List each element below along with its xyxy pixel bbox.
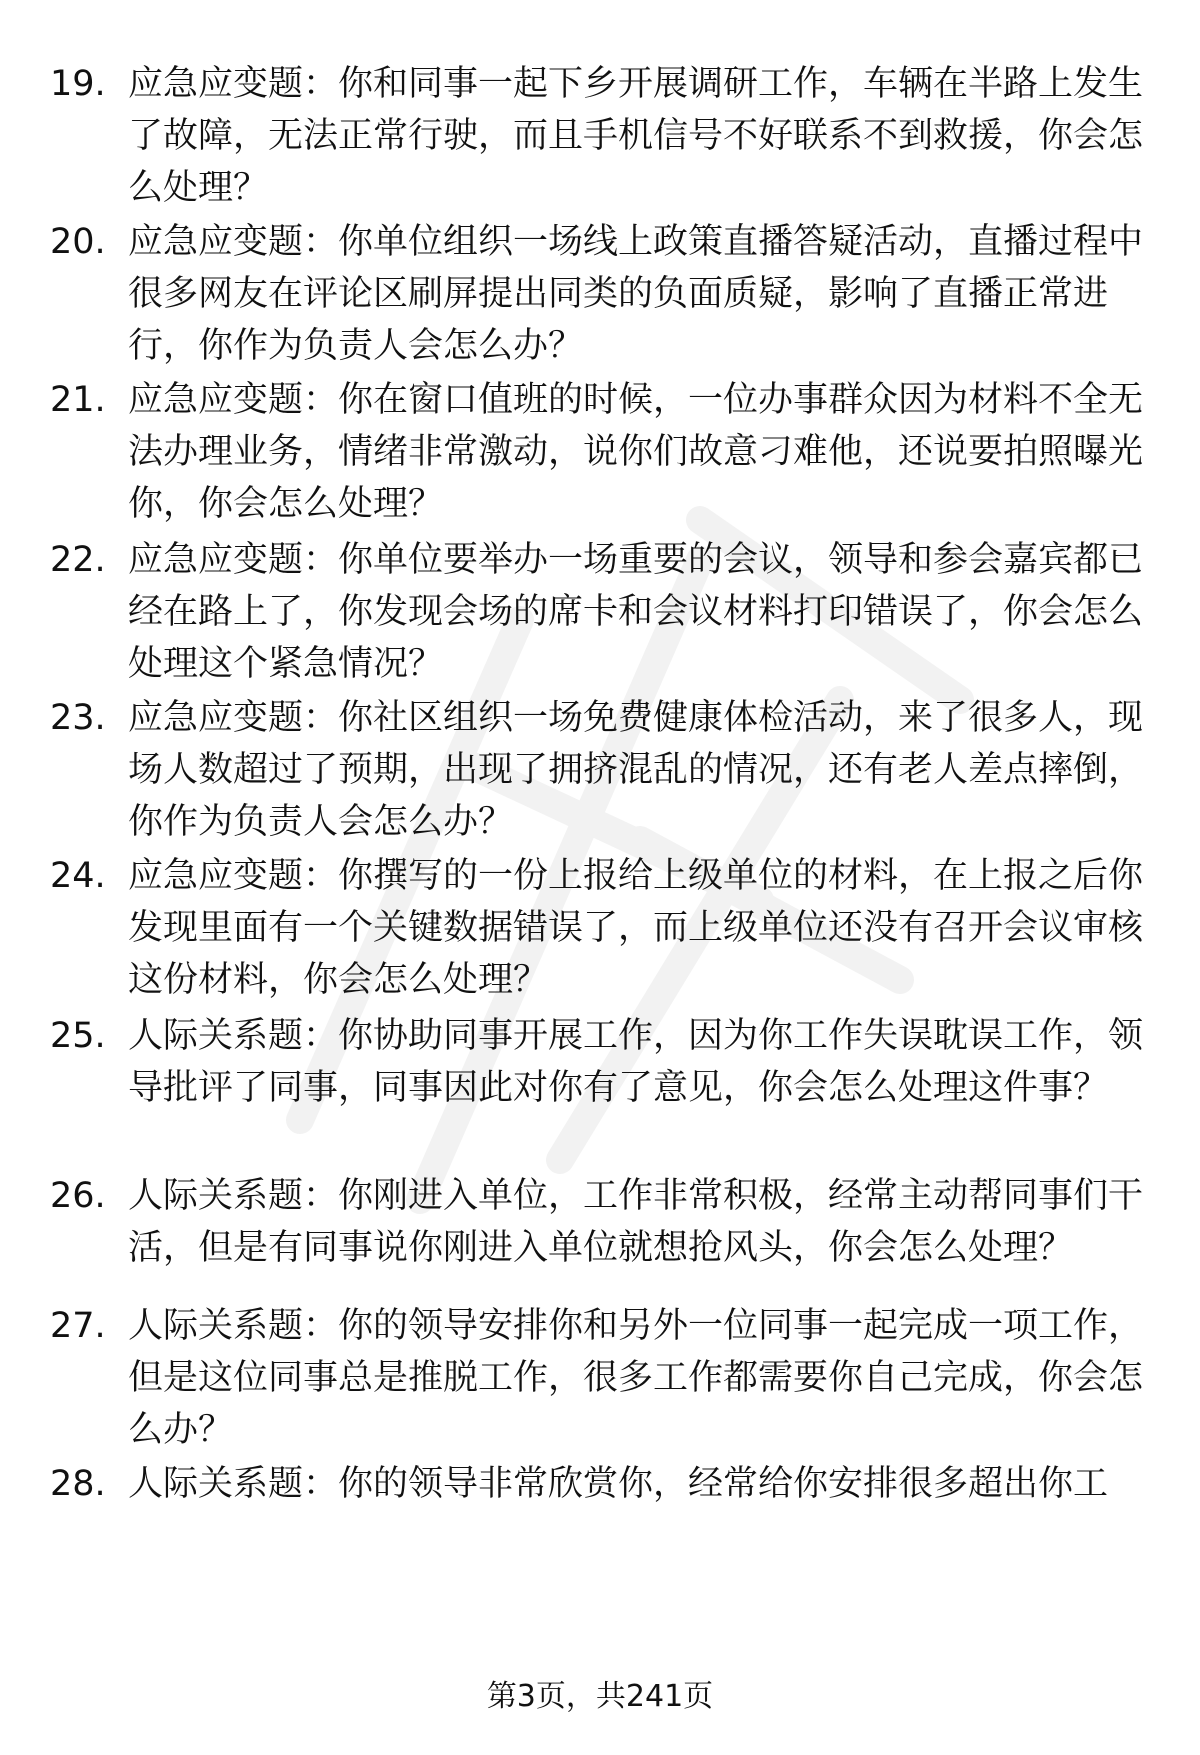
question-number: 26.	[50, 1176, 106, 1216]
question-number: 23.	[50, 698, 106, 738]
page-number-footer: 第3页，共241页	[486, 1679, 714, 1714]
question-text: 应急应变题：你单位组织一场线上政策直播答疑活动，直播过程中很多网友在评论区刷屏提出同类的负面质疑，影响了直播正常进行，你作为负责人会怎么办？	[128, 222, 1144, 366]
question-number: 22.	[50, 540, 106, 580]
question-text: 人际关系题：你的领导非常欣赏你，经常给你安排很多超出你工	[128, 1464, 1109, 1504]
question-number: 24.	[50, 856, 106, 896]
question-number: 28.	[50, 1464, 106, 1504]
question-text: 人际关系题：你的领导安排你和另外一位同事一起完成一项工作，但是这位同事总是推脱工作，很多工作都需要你自己完成，你会怎么办？	[128, 1306, 1144, 1450]
question-number: 19.	[50, 64, 106, 104]
question-number: 27.	[50, 1306, 106, 1346]
question-text: 人际关系题：你刚进入单位，工作非常积极，经常主动帮同事们干活，但是有同事说你刚进入单位就想抢风头，你会怎么处理？	[128, 1176, 1144, 1268]
question-number: 25.	[50, 1016, 106, 1056]
question-text: 应急应变题：你社区组织一场免费健康体检活动，来了很多人，现场人数超过了预期，出现了拥挤混乱的情况，还有老人差点摔倒，你作为负责人会怎么办？	[128, 698, 1144, 842]
question-number: 20.	[50, 222, 106, 262]
question-text: 应急应变题：你在窗口值班的时候，一位办事群众因为材料不全无法办理业务，情绪非常激动，说你们故意刁难他，还说要拍照曝光你，你会怎么处理？	[128, 380, 1144, 524]
question-text: 人际关系题：你协助同事开展工作，因为你工作失误耽误工作，领导批评了同事，同事因此对你有了意见，你会怎么处理这件事？	[128, 1016, 1144, 1108]
question-text: 应急应变题：你撰写的一份上报给上级单位的材料，在上报之后你发现里面有一个关键数据错误了，而上级单位还没有召开会议审核这份材料，你会怎么处理？	[128, 856, 1144, 1000]
question-text: 应急应变题：你单位要举办一场重要的会议，领导和参会嘉宾都已经在路上了，你发现会场的席卡和会议材料打印错误了，你会怎么处理这个紧急情况？	[128, 540, 1144, 684]
question-number: 21.	[50, 380, 106, 420]
question-text: 应急应变题：你和同事一起下乡开展调研工作，车辆在半路上发生了故障，无法正常行驶，而且手机信号不好联系不到救援，你会怎么处理？	[128, 64, 1144, 208]
